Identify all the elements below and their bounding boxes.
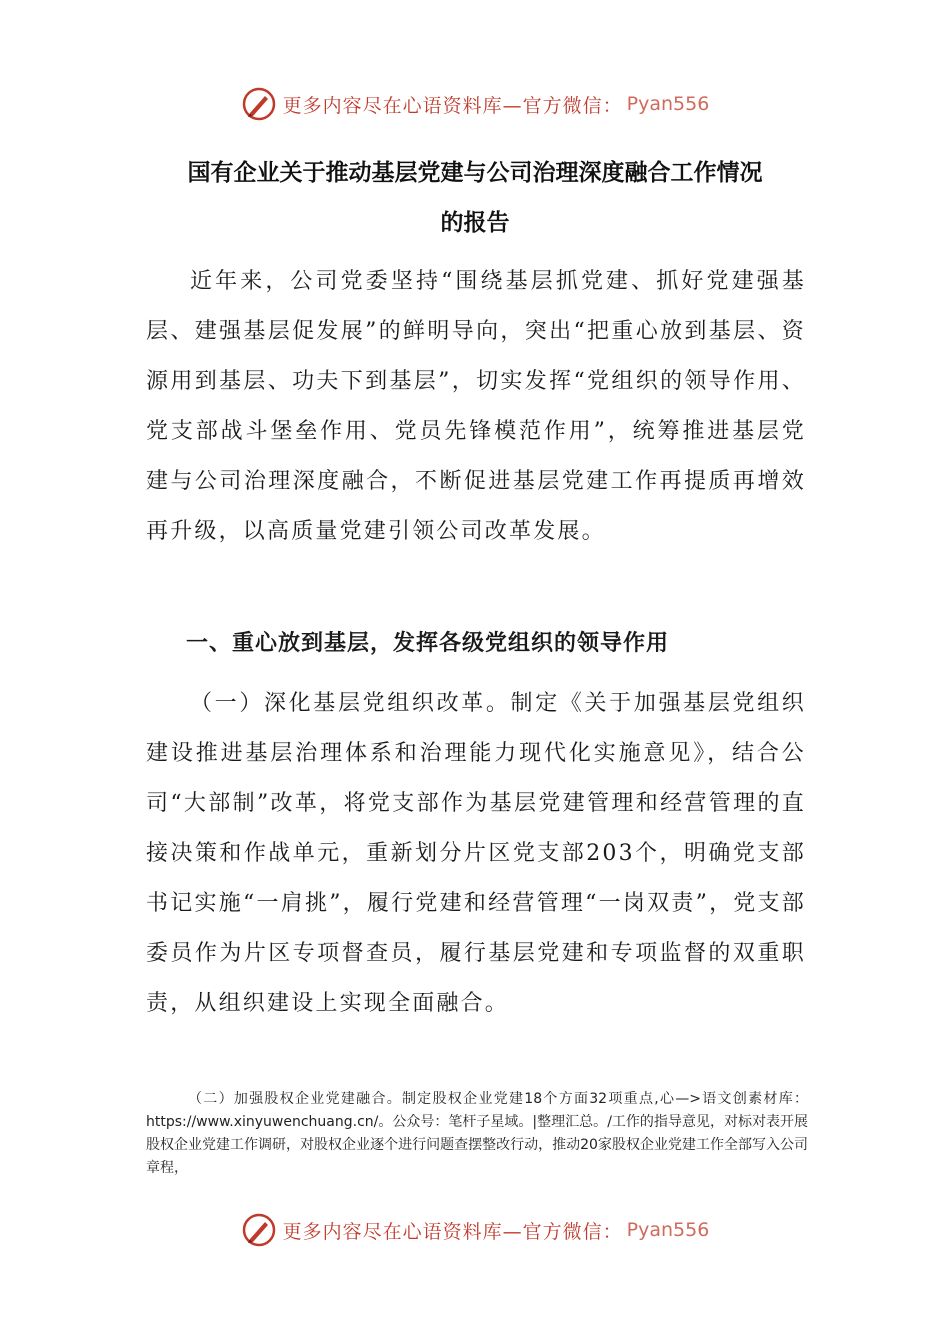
watermark-text: 更多内容尽在心语资料库—官方微信：	[282, 1220, 623, 1243]
watermark-banner-bottom	[0, 1210, 950, 1250]
title-line-1: 国有企业关于推动基层党建与公司治理深度融合工作情况	[187, 159, 763, 186]
watermark-wechat: Pyan556	[626, 1219, 710, 1241]
document-title	[140, 148, 810, 248]
intro-paragraph: 近年来，公司党委坚持“围绕基层抓党建、抓好党建强基层、建强基层促发展”的鲜明导向，突出“把重心放到基层、资源用到基层、功夫下到基层”，切实发挥“党组织的领导作用、党支部战斗堡垒作用、党员先锋模范作用”，统筹推进基层党建与公司治理深度融合，不断促进基层党建工作再提质再增效再升级，以高质量党建引领公司改革发展。	[146, 269, 806, 544]
section-1-paragraph-1: （一）深化基层党组织改革。制定《关于加强基层党组织建设推进基层治理体系和治理能力现代化实施意见》，结合公司“大部制”改革，将党支部作为基层党建管理和经营管理的直接决策和作战单元，重新划分片区党支部203个，明确党支部书记实施“一肩挑”，履行党建和经营管理“一岗双责”，党支部委员作为片区专项督查员，履行基层党建和专项监督的双重职责，从组织建设上实现全面融合。	[146, 691, 806, 1016]
section-1-heading: 一、重心放到基层，发挥各级党组织的领导作用	[186, 630, 670, 656]
pen-logo-icon	[241, 86, 277, 122]
section-1-paragraph-2: （二）加强股权企业党建融合。制定股权企业党建18个方面32项重点,心—>语文创素材库：https://www.xinyuwenchuang.cn/。公众号：笔杆子星域。|整理汇总。/工作的指导意见，对标对表开展股权企业党建工作调研，对股权企业逐个进行问题查摆整改行动，推动20家股权企业党建工作全部写入公司章程，	[146, 1091, 808, 1176]
pen-logo-icon	[241, 1212, 277, 1248]
watermark-banner-top	[0, 84, 950, 124]
title-line-2: 的报告	[440, 209, 510, 236]
watermark-wechat: Pyan556	[626, 93, 710, 115]
watermark-text: 更多内容尽在心语资料库—官方微信：	[282, 94, 623, 117]
